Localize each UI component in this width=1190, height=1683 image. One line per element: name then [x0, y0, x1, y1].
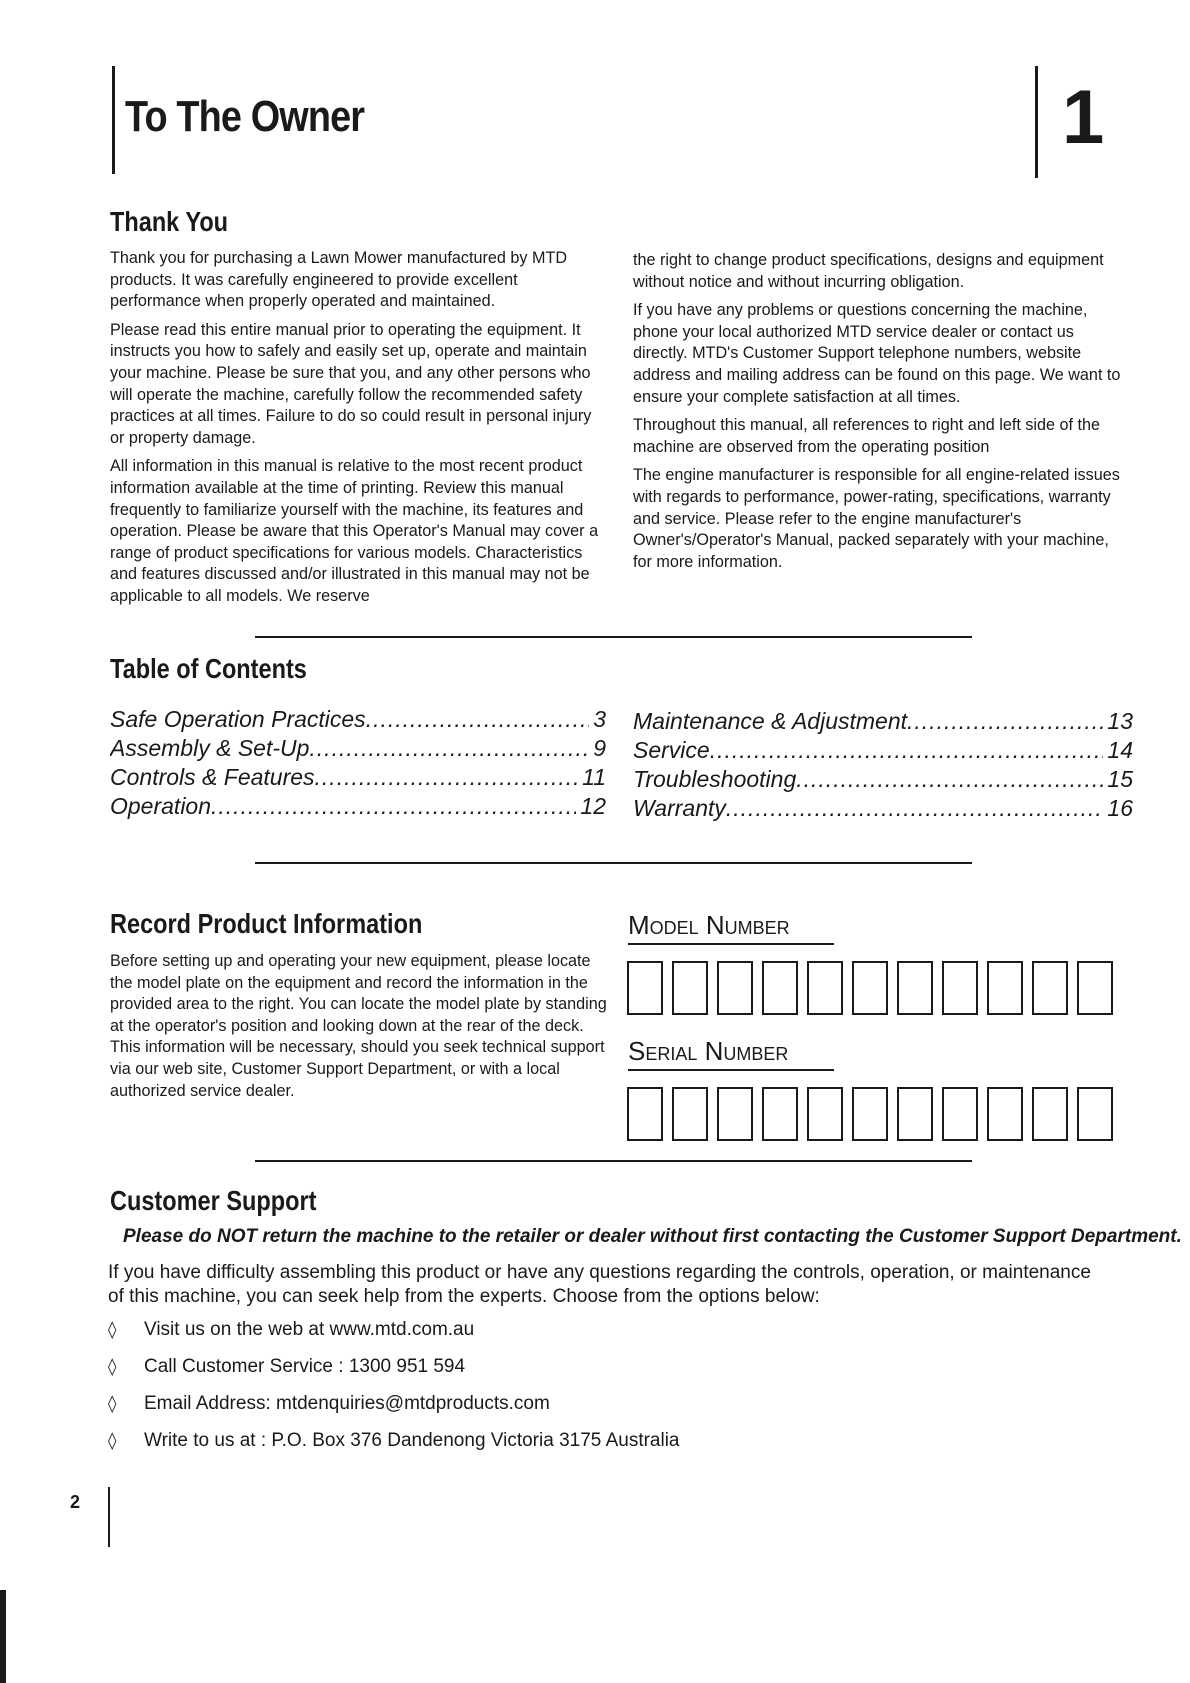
toc-entry-page: 16 — [1107, 795, 1133, 821]
thank-you-right-column — [633, 250, 1131, 580]
toc-entry[interactable] — [633, 736, 1133, 765]
model-number-boxes[interactable] — [627, 961, 1113, 1015]
model-number-digit-box[interactable] — [627, 961, 663, 1015]
serial-number-digit-box[interactable] — [942, 1087, 978, 1141]
toc-entry-page: 9 — [593, 735, 606, 761]
model-number-digit-box[interactable] — [1032, 961, 1068, 1015]
model-number-digit-box[interactable] — [987, 961, 1023, 1015]
support-heading: Customer Support — [110, 1185, 317, 1216]
diamond-bullet-icon: ◊ — [108, 1357, 117, 1377]
serial-number-digit-box[interactable] — [852, 1087, 888, 1141]
support-option-text: Visit us on the web at www.mtd.com.au — [144, 1319, 475, 1340]
model-number-digit-box[interactable] — [762, 961, 798, 1015]
toc-entry-label: Controls & Features — [110, 764, 315, 790]
toc-entry-page: 15 — [1107, 766, 1133, 792]
toc-entry-label: Troubleshooting — [633, 766, 797, 792]
serial-number-digit-box[interactable] — [1032, 1087, 1068, 1141]
support-note: Please do NOT return the machine to the retailer or dealer without first contacting the Customer Support Department. — [123, 1226, 1182, 1247]
page-number: 2 — [70, 1492, 81, 1512]
support-option-text: Call Customer Service : 1300 951 594 — [144, 1356, 466, 1377]
toc-entry-label: Safe Operation Practices — [110, 706, 366, 732]
paragraph: Please read this entire manual prior to operating the equipment. It instructs you how to safely and easily set up, operate and maintain your machine. Please be sure that you, and any other persons who will operate the machine, carefully follow the recommended safety practices at all times. Failure to do so could result in personal injury or property damage. — [110, 320, 592, 447]
serial-number-digit-box[interactable] — [717, 1087, 753, 1141]
chapter-number: 1 — [1062, 75, 1105, 160]
paragraph: All information in this manual is relative to the most recent product information available at the time of printing. Review this manual frequently to familiarize yourself with the machine, its features and operation. Please be aware that this Operator's Manual may cover a range of product specifications for various models. Characteristics and features discussed and/or illustrated in this manual may not be applicable to all models. We reserve — [110, 457, 599, 605]
serial-number-digit-box[interactable] — [987, 1087, 1023, 1141]
toc-entry[interactable] — [633, 794, 1133, 823]
model-number-digit-box[interactable] — [852, 961, 888, 1015]
toc-entry[interactable] — [110, 705, 606, 734]
divider — [255, 1160, 972, 1162]
record-body: Before setting up and operating your new equipment, please locate the model plate on the equipment and record the information in the provided area to the right. You can locate the model plate by standing at the operator's position and looking down at the rear of the deck. This information will be necessary, should you seek technical support via our web site, Customer Support Department, or with a local authorized service dealer. — [110, 952, 607, 1100]
toc-entry-page: 13 — [1107, 708, 1133, 734]
serial-number-digit-box[interactable] — [762, 1087, 798, 1141]
paragraph: the right to change product specifications, designs and equipment without notice and without incurring obligation. — [633, 251, 1104, 291]
toc-heading: Table of Contents — [110, 653, 307, 684]
serial-number-boxes[interactable] — [627, 1087, 1113, 1141]
support-option-text: Write to us at : P.O. Box 376 Dandenong Victoria 3175 Australia — [144, 1430, 680, 1451]
serial-number-label: Serial Number — [628, 1036, 834, 1071]
toc-entry[interactable] — [110, 792, 606, 821]
diamond-bullet-icon: ◊ — [108, 1394, 117, 1414]
model-number-digit-box[interactable] — [942, 961, 978, 1015]
scan-edge-mark — [0, 1590, 6, 1683]
model-number-digit-box[interactable] — [897, 961, 933, 1015]
divider — [255, 862, 972, 864]
paragraph: Throughout this manual, all references to right and left side of the machine are observed from the operating position — [633, 416, 1101, 456]
footer-rule — [108, 1487, 110, 1547]
serial-number-digit-box[interactable] — [1077, 1087, 1113, 1141]
toc-entry[interactable] — [633, 707, 1133, 736]
toc-entry-label: Maintenance & Adjustment — [633, 708, 908, 734]
divider — [255, 636, 972, 638]
model-number-digit-box[interactable] — [807, 961, 843, 1015]
toc-entry-page: 12 — [580, 793, 606, 819]
diamond-bullet-icon: ◊ — [108, 1431, 117, 1451]
model-number-digit-box[interactable] — [1077, 961, 1113, 1015]
serial-number-digit-box[interactable] — [672, 1087, 708, 1141]
page-title: To The Owner — [125, 92, 365, 141]
support-option-text: Email Address: mtdenquiries@mtdproducts.com — [144, 1393, 550, 1414]
support-option-web — [108, 1319, 474, 1341]
chapter-rule — [1035, 66, 1038, 178]
paragraph: Thank you for purchasing a Lawn Mower manufactured by MTD products. It was carefully engineered to provide excellent performance when properly operated and maintained. — [110, 249, 568, 311]
support-intro: If you have difficulty assembling this product or have any questions regarding the controls, operation, or maintenance of this machine, you can seek help from the experts. Choose from the options below: — [108, 1262, 1091, 1307]
toc-entry-page: 11 — [582, 764, 606, 790]
toc-entry-label: Assembly & Set-Up — [110, 735, 310, 761]
thank-you-left-column — [110, 248, 610, 615]
toc-entry[interactable] — [110, 734, 606, 763]
toc-entry[interactable] — [110, 763, 606, 792]
model-number-label: Model Number — [628, 910, 834, 945]
toc-entry-label: Service — [633, 737, 710, 763]
title-rule — [112, 66, 115, 174]
toc-entry[interactable] — [633, 765, 1133, 794]
toc-right-column — [633, 707, 1133, 823]
support-option-email — [108, 1393, 550, 1415]
serial-number-digit-box[interactable] — [897, 1087, 933, 1141]
support-option-phone — [108, 1356, 465, 1378]
thank-you-heading: Thank You — [110, 206, 229, 237]
serial-number-digit-box[interactable] — [807, 1087, 843, 1141]
support-option-mail — [108, 1430, 680, 1452]
model-number-digit-box[interactable] — [717, 961, 753, 1015]
serial-number-digit-box[interactable] — [627, 1087, 663, 1141]
record-heading: Record Product Information — [110, 908, 423, 939]
model-number-digit-box[interactable] — [672, 961, 708, 1015]
paragraph: If you have any problems or questions concerning the machine, phone your local authorized MTD service dealer or contact us directly. MTD's Customer Support telephone numbers, website address and mailing address can be found on this page. We want to ensure your complete satisfaction at all times. — [633, 301, 1121, 406]
diamond-bullet-icon: ◊ — [108, 1320, 117, 1340]
toc-left-column — [110, 705, 606, 821]
paragraph: The engine manufacturer is responsible for all engine-related issues with regards to performance, power-rating, specifications, warranty and service. Please refer to the engine manufacturer's Owner's/Operator's Manual, packed separately with your machine, for more information. — [633, 466, 1120, 571]
toc-entry-label: Operation — [110, 793, 212, 819]
toc-entry-label: Warranty — [633, 795, 726, 821]
toc-entry-page: 3 — [593, 706, 606, 732]
toc-entry-page: 14 — [1107, 737, 1133, 763]
